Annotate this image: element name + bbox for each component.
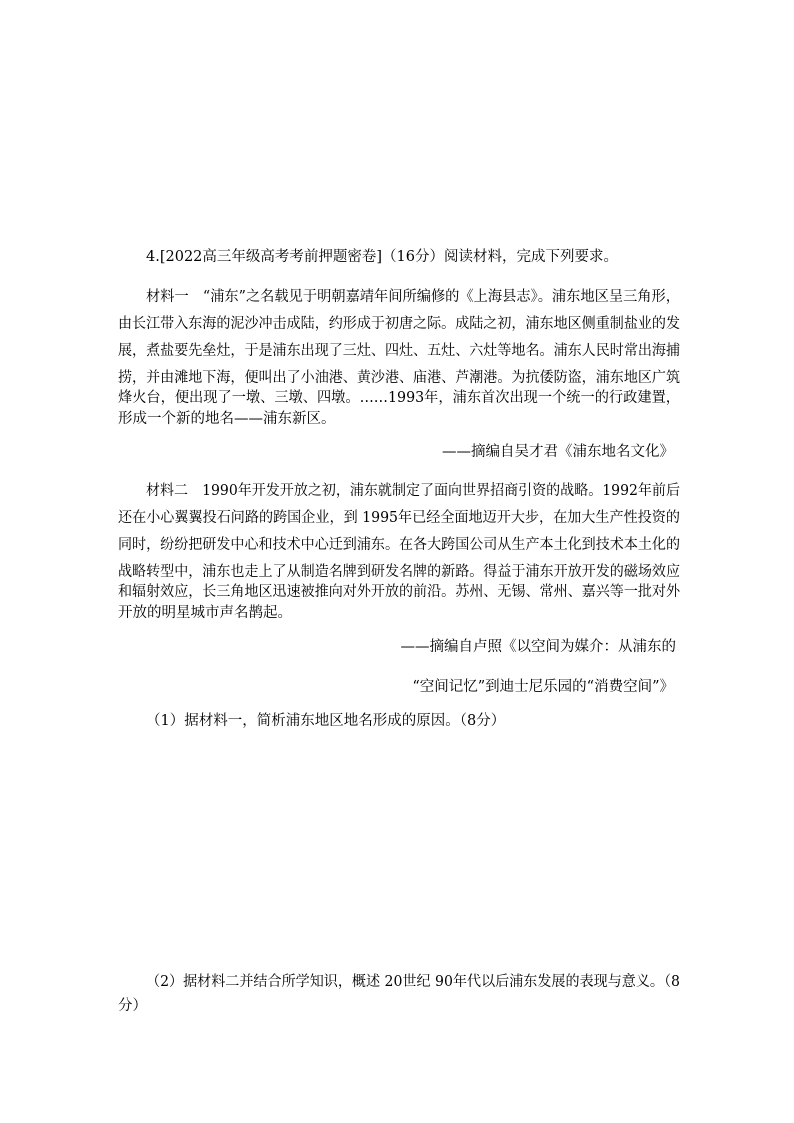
material-two-line: 同时，纷纷把研发中心和技术中心迁到浦东。在各大跨国公司从生产本土化到技术本土化的 (118, 537, 681, 553)
question-title: 4.[2022高三年级高考考前押题密卷]（16分）阅读材料，完成下列要求。 (146, 249, 618, 265)
material-two-line: 和辐射效应，长三角地区迅速被推向对外开放的前沿。苏州、无锡、常州、嘉兴等一批对外 (118, 584, 681, 600)
material-one-line: 捞，并由滩地下海，便叫出了小油港、黄沙港、庙港、芦潮港。为抗倭防盗，浦东地区广筑 (118, 370, 681, 386)
subquestion-two-continued: 分） (118, 998, 147, 1014)
subquestion-one: （1）据材料一，简析浦东地区地名形成的原因。（8分） (146, 713, 506, 729)
material-one-line: 由长江带入东海的泥沙冲击成陆，约形成于初唐之际。成陆之初，浦东地区侧重制盐业的发 (118, 316, 681, 332)
material-two-line: 还在小心翼翼投石问路的跨国企业，到 1995年已经全面地迈开大步，在加大生产性投资的 (118, 510, 681, 526)
material-one-line: 形成一个新的地名——浦东新区。 (118, 411, 336, 427)
material-two-source: ——摘编自卢照《以空间为媒介：从浦东的 (400, 639, 676, 655)
subquestion-two: （2）据材料二并结合所学知识，概述 20世纪 90年代以后浦东发展的表现与意义。（8 (146, 974, 680, 990)
material-one-line: 材料一 “浦东”之名载见于明朝嘉靖年间所编修的《上海县志》。浦东地区呈三角形， (146, 289, 681, 305)
material-two-line: 开放的明星城市声名鹊起。 (118, 605, 292, 621)
material-two-line: 材料二 1990年开发开放之初，浦东就制定了面向世界招商引资的战略。1992年前后 (146, 483, 680, 499)
material-one-source: ——摘编自吴才君《浦东地名文化》 (442, 444, 674, 460)
material-one-line: 展，煮盐要先垒灶，于是浦东出现了三灶、四灶、五灶、六灶等地名。浦东人民时常出海捕 (118, 343, 681, 359)
material-two-source-continued: “空间记忆”到迪士尼乐园的“消费空间”》 (412, 679, 674, 695)
material-two-line: 战略转型中，浦东也走上了从制造名牌到研发名牌的新路。得益于浦东开放开发的磁场效应 (118, 564, 681, 580)
material-one-line: 烽火台，便出现了一墩、三墩、四墩。……1993年，浦东首次出现一个统一的行政建置， (118, 390, 680, 406)
